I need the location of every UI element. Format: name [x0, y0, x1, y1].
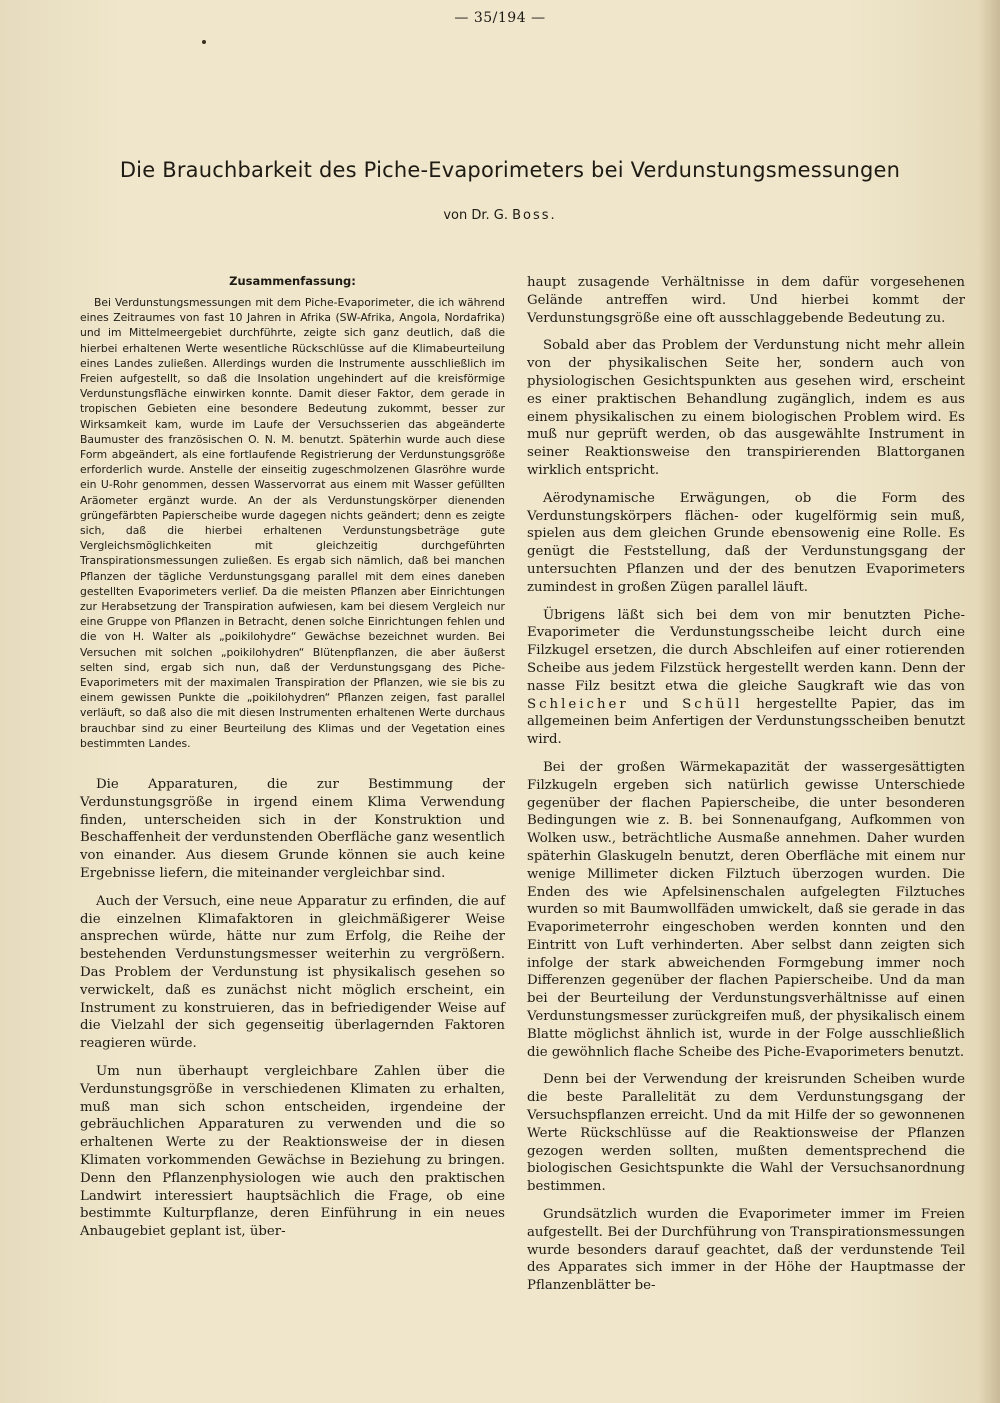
body-paragraph: Die Apparaturen, die zur Bestimmung der Verdunstungsgröße in irgend einem Klima Verwendung finden, unterscheiden sich in der Konstruktion und Beschaffenheit der verdunstenden Oberfläche ganz wesentlich von einander. Aus diesem Grunde können sie auch keine Ergebnisse liefern, die miteinander vergleichbar sind. — [80, 777, 505, 882]
right-column — [527, 270, 965, 1305]
author-line — [0, 208, 1000, 223]
article-title: Die Brauchbarkeit des Piche-Evaporimeters bei Verdunstungsmessungen — [119, 158, 901, 182]
body-paragraph: Aërodynamische Erwägungen, ob die Form des Verdunstungskörpers flächen- oder kugelförmig sein muß, spielen aus dem gleichen Grunde ebensowenig eine Rolle. Es genügt die Feststellung, daß der Verdunstungsgang der untersuchten Pflanzen und der des benutzen Evaporimeters zumindest in großen Zügen parallel läuft. — [527, 490, 965, 595]
paragraph-text: Übrigens läßt sich bei dem von mir benutzten Piche-Evaporimeter die Verdunstungsscheibe leicht durch eine Filzkugel ersetzen, die durch Abschleifen auf einer rotierenden Scheibe aus jedem Filzstück hergestellt werden kann. Denn der nasse Filz besitzt etwa die gleiche Saugkraft wie das von — [527, 607, 965, 694]
summary-text: Bei Verdunstungsmessungen mit dem Piche-Evaporimeter, die ich während eines Zeitraumes von fast 10 Jahren in Afrika (SW-Afrika, Angola, Nordafrika) und im Mittelmeergebiet durchführte, zeigte sich ganz deutlich, daß die hierbei erhaltenen Werte wesentliche Rückschlüsse auf die Klimabeurteilung eines Landes zuließen. Allerdings wurden die Instrumente ausschließlich im Freien aufgestellt, so daß die Insolation ungehindert auf die kreisförmige Verdunstungsfläche einwirken konnte. Damit dieser Faktor, dem gerade in tropischen Gebieten eine besondere Bedeutung zukommt, besser zur Wirksamkeit kam, wurde im Laufe der Versuchsserien das abgeänderte Baumuster des französischen O. N. M. benutzt. Späterhin wurde auch diese Form abgeändert, als eine fortlaufende Registrierung der Verdunstungsgröße erforderlich wurde. Anstelle der einseitig zugeschmolzenen Glasröhre wurde ein U-Rohr genommen, dessen Wasservorrat aus einem mit Wasser gefüllten Aräometer ergänzt wurde. An der als Verdunstungskörper dienenden grüngefärbten Papierscheibe wurde dagegen nichts geändert; denn es zeigte sich, daß die hierbei erhaltenen Verdunstungsbeträge gute Vergleichsmöglichkeiten mit gleichzeitig durchgeführten Transpirationsmessungen zuließen. Es ergab sich nämlich, daß bei manchen Pflanzen der tägliche Verdunstungsgang parallel mit dem eines daneben gestellten Evaporimeters verlief. Da die meisten Pflanzen aber Einrichtungen zur Herabsetzung der Transpiration aufwiesen, kam bei diesem Vergleich nur eine Gruppe von Pflanzen in Betracht, denen solche Einrichtungen fehlen und die von H. Walter als „poikilohydre“ Gewächse bezeichnet wurden. Bei Versuchen mit solchen „poikilohydren“ Blütenpflanzen, die aber äußerst selten sind, ergab sich nun, daß der Verdunstungsgang des Piche-Evaporimeters mit der maximalen Transpiration der Pflanzen, wie sie bis zu einem gewissen Punkte die „poikilohydren“ Pflanzen zeigen, fast parallel verläuft, so daß also die mit diesen Instrumenten erhaltenen Werte durchaus brauchbar sind zu einer Beurteilung des Klimas und der Vegetation eines bestimmten Landes. — [80, 296, 505, 750]
body-paragraph: Denn bei der Verwendung der kreisrunden Scheiben wurde die beste Parallelität zu dem Verdunstungsgang der Versuchspflanzen erreicht. Und da mit Hilfe der so gewonnenen Werte Rückschlüsse auf die Reaktionsweise der Pflanzen gezogen werden sollten, mußten dementsprechend die biologischen Gesichtspunkte die Wahl der Versuchsanordnung bestimmen. — [527, 1072, 965, 1195]
page-number: — 35/194 — — [454, 10, 546, 26]
body-paragraph: Grundsätzlich wurden die Evaporimeter immer im Freien aufgestellt. Bei der Durchführung von Transpirationsmessungen wurde besonders darauf geachtet, daß der verdunstende Teil des Apparates sich immer in der Höhe der Hauptmasse der Pflanzenblätter be- — [527, 1207, 965, 1294]
body-paragraph: Um nun überhaupt vergleichbare Zahlen über die Verdunstungsgröße in verschiedenen Klimaten zu erhalten, muß man sich schon entscheiden, irgendeine der gebräuchlichen Apparaturen zu verwenden und die so erhaltenen Werte zu der Reaktionsweise der in diesen Klimaten vorkommenden Gewächse in Beziehung zu bringen. Denn den Pflanzenphysiologen wie auch den praktischen Landwirt interessiert hauptsächlich die Frage, ob eine bestimmte Kulturpflanze, deren Einführung in ein neues Anbaugebiet geplant ist, über- — [80, 1064, 505, 1240]
body-paragraph — [527, 607, 965, 749]
body-paragraph: Sobald aber das Problem der Verdunstung nicht mehr allein von der physikalischen Seite her, sondern auch von physiologischen Gesichtspunkten aus gesehen wird, erscheint es einer praktischen Behandlung zugänglich, indem es aus einem physikalischen zu einem biologischen Problem wird. Es muß nur geprüft werden, ob das ausgewählte Instrument in seiner Reaktionsweise den transpirierenden Blattorganen wirklich entspricht. — [527, 338, 965, 478]
left-column — [80, 270, 505, 1251]
paragraph-text: und — [642, 696, 669, 712]
ink-speck — [202, 40, 206, 44]
spaced-name: Schleicher — [527, 696, 629, 712]
author-name: Boss. — [512, 208, 557, 223]
spaced-name: Schüll — [682, 696, 743, 712]
summary-heading: Zusammenfassung: — [229, 274, 356, 288]
body-paragraph: Bei der großen Wärmekapazität der wassergesättigten Filzkugeln ergeben sich natürlich gewisse Unterschiede gegenüber der flachen Papierscheibe, die unter besonderen Bedingungen wie z. B. bei Sonnenaufgang, Aufkommen von Wolken usw., beträchtliche Ausmaße annehmen. Daher wurden späterhin Glaskugeln benutzt, deren Oberfläche mit einem nur wenige Millimeter dicken Filztuch überzogen wurden. Die Enden des wie Apfelsinenschalen aufgelegten Filztuches wurden so mit Baumwollfäden umwickelt, daß sie gerade in das Evaporimeterrohr eingeschoben werden konnten und den Eintritt von Luft verhinderten. Aber selbst dann zeigten sich infolge der stark abweichenden Formgebung immer noch Differenzen gegenüber der flachen Papierscheibe. Und da man bei der Beurteilung der Verdunstungsverhältnisse auf einen Verdunstungsmesser zurückgreifen muß, der physikalisch einem Blatte möglichst ähnlich ist, wurde in der Folge ausschließlich die gewöhnlich flache Scheibe des Piche-Evaporimeters benutzt. — [527, 759, 965, 1060]
author-prefix: von Dr. G. — [443, 208, 508, 223]
body-paragraph: Auch der Versuch, eine neue Apparatur zu erfinden, die auf die einzelnen Klimafaktoren in gleichmäßigerer Weise ansprechen würde, hätte nur zum Erfolg, die Reihe der bestehenden Verdunstungsmesser weiterhin zu vergrößern. Das Problem der Verdunstung ist physikalisch gesehen so verwickelt, daß es zunächst nicht möglich erscheint, ein Instrument zu konstruieren, das in befriedigender Weise auf die Vielzahl der sich gegenseitig überlagernden Faktoren reagieren würde. — [80, 893, 505, 1052]
paragraph-text: hergestellte Papier, das im allgemeinen beim Anfertigen der Verdunstungsscheiben benutzt wird. — [527, 696, 965, 748]
body-paragraph: haupt zusagende Verhältnisse in dem dafür vorgesehenen Gelände antreffen wird. Und hierbei kommt der Verdunstungsgröße eine oft ausschlaggebende Bedeutung zu. — [527, 275, 965, 326]
